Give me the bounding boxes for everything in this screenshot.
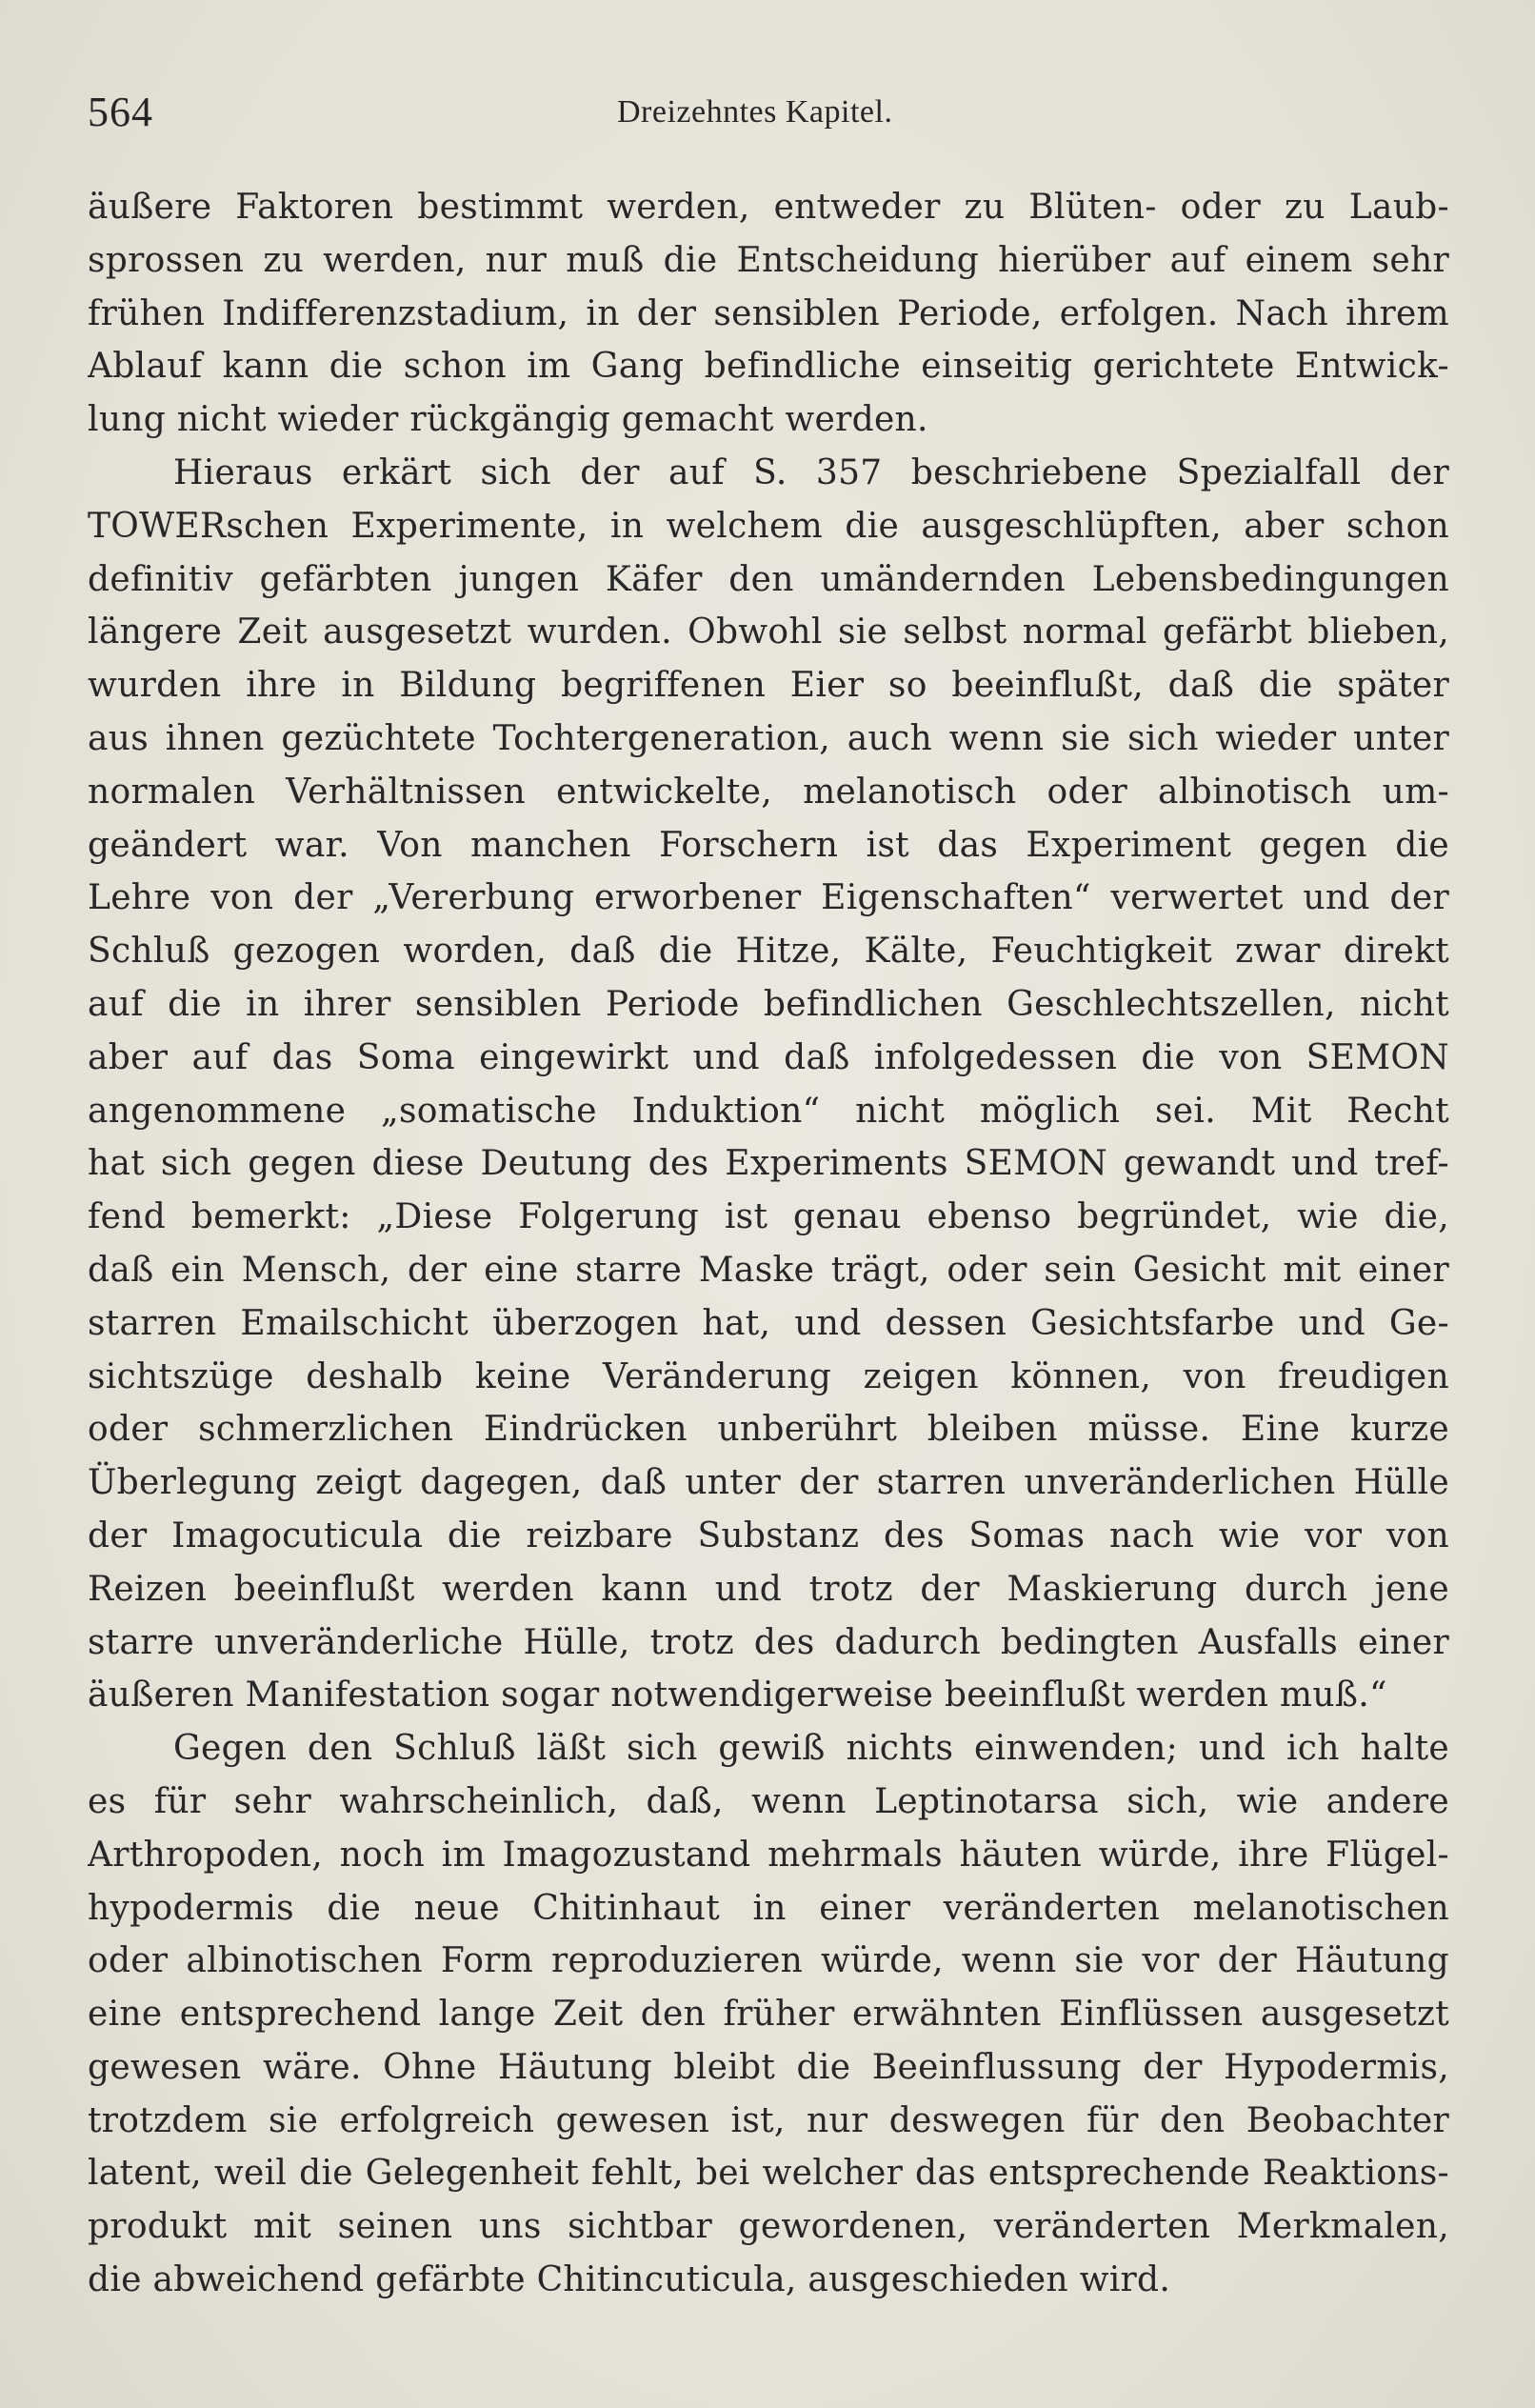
text-line: der Imagocuticula die reizbare Substanz des Somas nach wie vor von — [88, 1515, 1449, 1555]
text-line: Reizen beeinflußt werden kann und trotz der Maskierung durch jene — [88, 1569, 1449, 1609]
text-line: äußeren Manifestation sogar notwendigerweise beeinflußt werden muß.“ — [88, 1676, 1387, 1716]
text-line: Gegen den Schluß läßt sich gewiß nichts einwenden; und ich halte — [173, 1729, 1449, 1769]
text-line: daß ein Mensch, der eine starre Maske trägt, oder sein Gesicht mit einer — [88, 1250, 1449, 1290]
text-line: es für sehr wahrscheinlich, daß, wenn Leptinotarsa sich, wie andere — [88, 1781, 1449, 1821]
text-line: lung nicht wieder rückgängig gemacht werden. — [88, 400, 928, 440]
text-line: sprossen zu werden, nur muß die Entscheidung hierüber auf einem sehr — [88, 240, 1449, 280]
text-line: starre unveränderliche Hülle, trotz des dadurch bedingten Ausfalls einer — [88, 1622, 1449, 1662]
book-page — [88, 0, 1449, 2408]
text-line: wurden ihre in Bildung begriffenen Eier so beeinflußt, daß die später — [88, 666, 1449, 706]
text-line: Lehre von der „Vererbung erworbener Eigenschaften“ verwertet und der — [88, 878, 1449, 918]
text-line: hat sich gegen diese Deutung des Experiments SEMON gewandt und tref- — [88, 1144, 1449, 1184]
page-header — [88, 84, 1449, 141]
text-line: Schluß gezogen worden, daß die Hitze, Kälte, Feuchtigkeit zwar direkt — [88, 932, 1449, 972]
text-line: latent, weil die Gelegenheit fehlt, bei welcher das entsprechende Reaktions- — [88, 2154, 1449, 2194]
text-line: frühen Indifferenzstadium, in der sensiblen Periode, erfolgen. Nach ihrem — [88, 293, 1449, 333]
text-line: aber auf das Soma eingewirkt und daß infolgedessen die von SEMON — [88, 1037, 1449, 1077]
text-line: angenommene „somatische Induktion“ nicht möglich sei. Mit Recht — [88, 1091, 1449, 1131]
text-line: Ablauf kann die schon im Gang befindliche einseitig gerichtete Entwick- — [88, 347, 1449, 387]
text-line: starren Emailschicht überzogen hat, und dessen Gesichtsfarbe und Ge- — [88, 1303, 1449, 1343]
text-line: trotzdem sie erfolgreich gewesen ist, nur deswegen für den Beobachter — [88, 2100, 1449, 2140]
text-line: Hieraus erkärt sich der auf S. 357 beschriebene Spezialfall der — [173, 452, 1449, 492]
text-line: auf die in ihrer sensiblen Periode befindlichen Geschlechtszellen, nicht — [88, 984, 1449, 1024]
page-number: 564 — [88, 89, 153, 135]
text-line: definitiv gefärbten jungen Käfer den umändernden Lebensbedingungen — [88, 559, 1449, 599]
text-line: Arthropoden, noch im Imagozustand mehrmals häuten würde, ihre Flügel- — [88, 1835, 1449, 1875]
text-line: die abweichend gefärbte Chitincuticula, ausgeschieden wird. — [88, 2260, 1171, 2300]
text-line: oder schmerzlichen Eindrücken unberührt bleiben müsse. Eine kurze — [88, 1410, 1449, 1450]
running-head: Dreizehntes Kapitel. — [617, 94, 893, 130]
text-line: gewesen wäre. Ohne Häutung bleibt die Beeinflussung der Hypodermis, — [88, 2047, 1449, 2087]
text-line: hypodermis die neue Chitinhaut in einer veränderten melanotischen — [88, 1888, 1449, 1928]
text-line: längere Zeit ausgesetzt wurden. Obwohl sie selbst normal gefärbt blieben, — [88, 612, 1449, 652]
text-line: Überlegung zeigt dagegen, daß unter der starren unveränderlichen Hülle — [88, 1463, 1449, 1503]
text-line: fend bemerkt: „Diese Folgerung ist genau ebenso begründet, wie die, — [88, 1197, 1449, 1237]
text-line: aus ihnen gezüchtete Tochtergeneration, auch wenn sie sich wieder unter — [88, 718, 1449, 758]
text-line: TOWERschen Experimente, in welchem die ausgeschlüpften, aber schon — [88, 506, 1449, 546]
text-line: normalen Verhältnissen entwickelte, melanotisch oder albinotisch um- — [88, 772, 1449, 812]
text-line: oder albinotischen Form reproduzieren würde, wenn sie vor der Häutung — [88, 1941, 1449, 1981]
text-line: äußere Faktoren bestimmt werden, entweder zu Blüten- oder zu Laub- — [88, 188, 1449, 227]
text-line: geändert war. Von manchen Forschern ist das Experiment gegen die — [88, 825, 1449, 865]
text-line: sichtszüge deshalb keine Veränderung zeigen können, von freudigen — [88, 1356, 1449, 1396]
text-line: eine entsprechend lange Zeit den früher erwähnten Einflüssen ausgesetzt — [88, 1995, 1449, 2035]
body-text — [88, 181, 1449, 2307]
text-line: produkt mit seinen uns sichtbar gewordenen, veränderten Merkmalen, — [88, 2207, 1449, 2247]
